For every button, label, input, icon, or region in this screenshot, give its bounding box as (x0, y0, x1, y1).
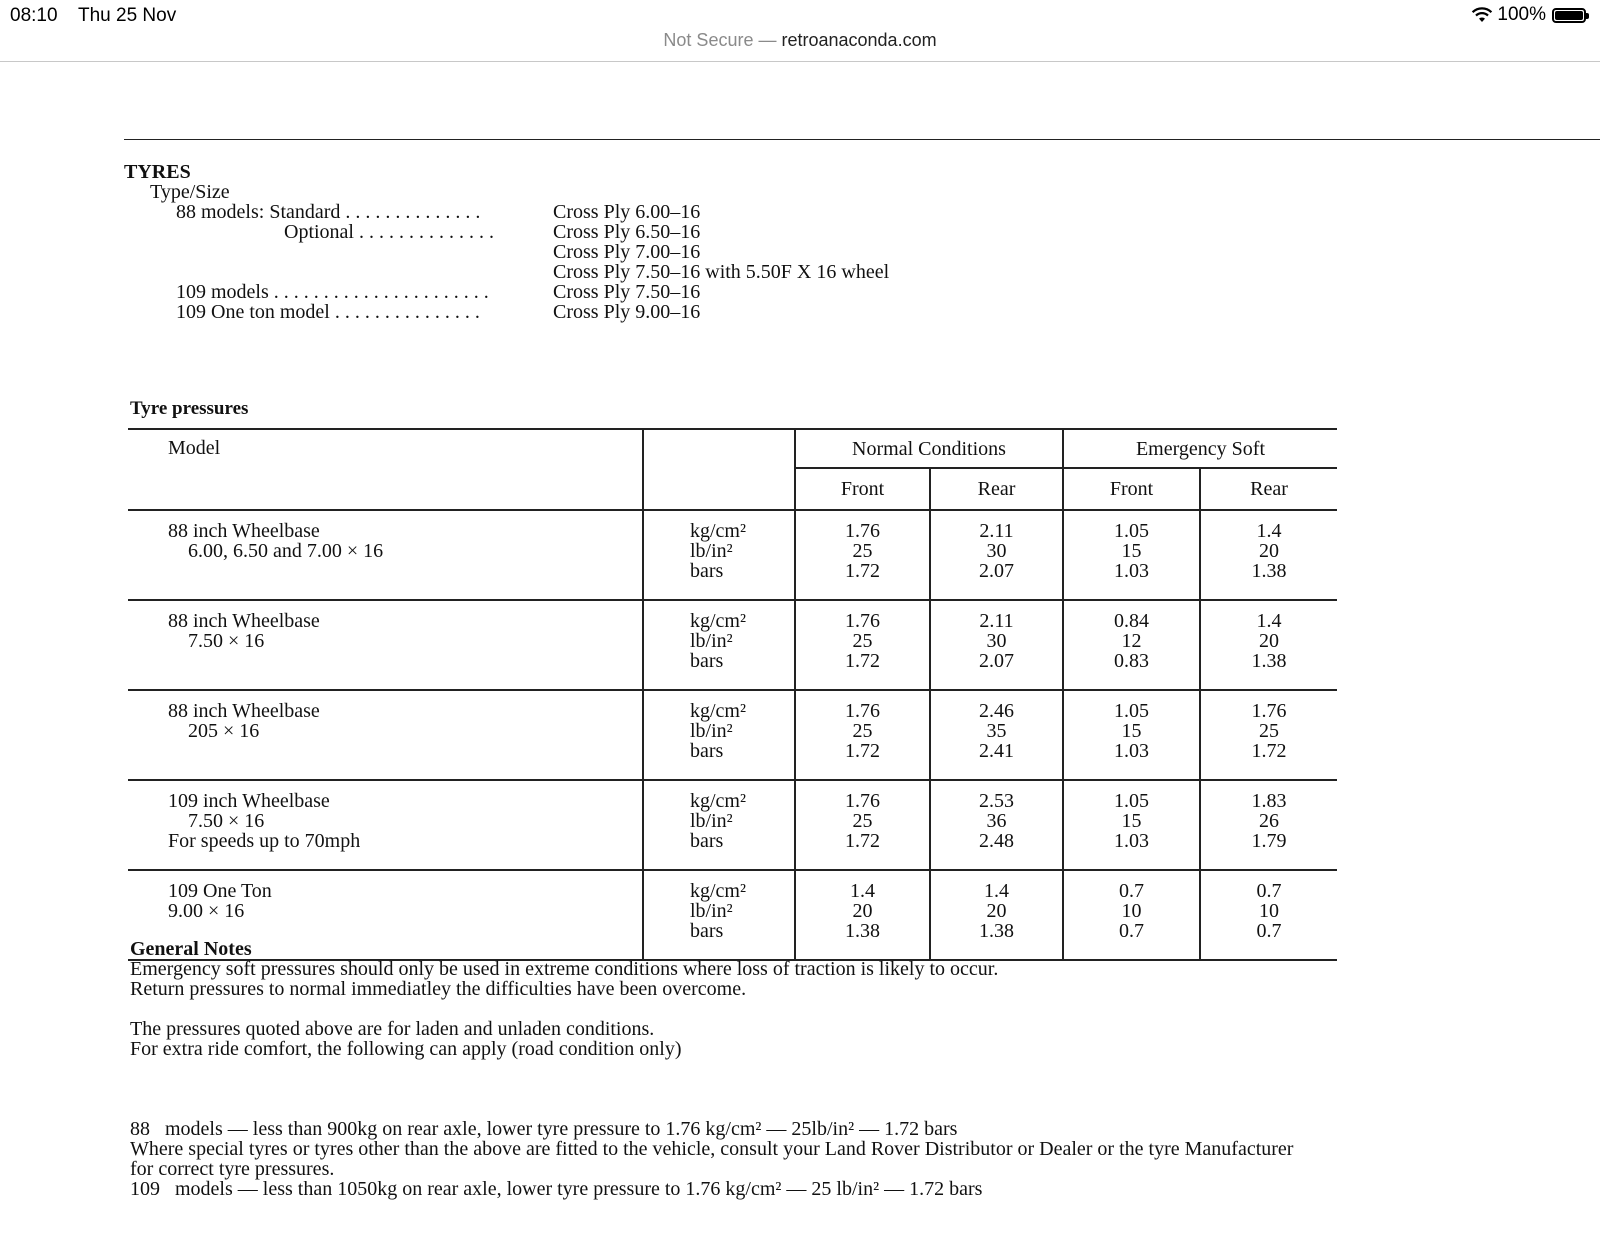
unit-cell (643, 510, 795, 600)
table-row (128, 690, 1337, 780)
unit-label: lb/in² (690, 540, 733, 562)
unit-label: kg/cm² (690, 880, 746, 902)
table-row (128, 510, 1337, 600)
model-name: 88 inch Wheelbase (168, 610, 320, 632)
value: 1.03 (1114, 740, 1149, 762)
note-line: Return pressures to normal immediatley the difficulties have been overcome. (130, 978, 747, 1000)
value: 1.4 (850, 880, 875, 902)
model-size: 6.00, 6.50 and 7.00 × 16 (188, 540, 384, 562)
value: 1.38 (1251, 560, 1287, 582)
value: 0.83 (1114, 650, 1149, 672)
value: 35 (986, 720, 1007, 742)
type-size-label: Type/Size (150, 181, 230, 203)
value: 1.76 (845, 790, 880, 812)
emergency-rear-cell (1200, 600, 1337, 690)
model-name: 109 One Ton (168, 880, 272, 902)
value: 25 (852, 540, 873, 562)
value: 1.76 (1251, 700, 1287, 722)
emergency-rear-header: Rear (1200, 468, 1337, 510)
value: 1.76 (845, 610, 880, 632)
normal-rear-cell (930, 690, 1063, 780)
model-cell (128, 780, 643, 870)
general-notes-heading: General Notes (130, 938, 252, 960)
emergency-front-header: Front (1063, 468, 1200, 510)
normal-rear-header: Rear (930, 468, 1063, 510)
unit-label: bars (690, 920, 724, 942)
normal-front-cell (795, 690, 930, 780)
value: 1.38 (979, 920, 1014, 942)
model-column-header: Model (128, 429, 643, 510)
table-row (128, 600, 1337, 690)
value: 15 (1121, 720, 1142, 742)
note-line: 88 models — less than 900kg on rear axle, lower tyre pressure to 1.76 kg/cm² — 25lb/in² — 1.72 bars (130, 1118, 958, 1140)
unit-label: bars (690, 560, 724, 582)
unit-label: lb/in² (690, 720, 733, 742)
value: 1.05 (1114, 520, 1149, 542)
value: 1.79 (1251, 830, 1287, 852)
normal-conditions-header: Normal Conditions (795, 429, 1063, 468)
value: 12 (1121, 630, 1142, 652)
value: 1.72 (845, 740, 880, 762)
value: 1.4 (1256, 520, 1282, 542)
url-bar[interactable] (0, 30, 1600, 51)
note-line: Where special tyres or tyres other than the above are fitted to the vehicle, consult your Land Rover Distributor or Dealer or the tyre Manufacturer (130, 1138, 1294, 1160)
note-line: Emergency soft pressures should only be used in extreme conditions where loss of traction is likely to occur. (130, 958, 999, 980)
value: 1.72 (1251, 740, 1287, 762)
status-right (1471, 4, 1586, 26)
value: 2.11 (979, 520, 1014, 542)
value: 1.72 (845, 830, 880, 852)
value: 1.76 (845, 520, 880, 542)
note-line: for correct tyre pressures. (130, 1158, 335, 1180)
spec-value: Cross Ply 6.00–16 (553, 201, 701, 223)
model-size: 9.00 × 16 (168, 900, 245, 922)
emergency-rear-cell (1200, 690, 1337, 780)
tyre-pressure-table (128, 428, 1337, 961)
emergency-front-cell (1063, 690, 1200, 780)
emergency-rear-cell (1200, 780, 1337, 870)
spec-value: Cross Ply 7.00–16 (553, 241, 701, 263)
domain-label: retroanaconda.com (781, 30, 937, 50)
unit-label: lb/in² (690, 630, 733, 652)
wifi-icon (1471, 7, 1493, 23)
battery-icon (1552, 8, 1586, 23)
unit-label: bars (690, 740, 724, 762)
top-rule (124, 139, 1600, 140)
emergency-front-cell (1063, 600, 1200, 690)
value: 1.4 (1256, 610, 1282, 632)
value: 10 (1121, 900, 1142, 922)
value: 25 (852, 630, 873, 652)
unit-label: bars (690, 650, 724, 672)
note-line: 109 models — less than 1050kg on rear axle, lower tyre pressure to 1.76 kg/cm² — 25 lb/in² — 1.72 bars (130, 1178, 983, 1200)
battery-percent: 100% (1497, 4, 1546, 25)
value: 36 (986, 810, 1007, 832)
unit-label: bars (690, 830, 724, 852)
spec-label: Optional . . . . . . . . . . . . . . (284, 221, 494, 243)
value: 1.38 (845, 920, 880, 942)
normal-front-cell (795, 600, 930, 690)
spec-label: 109 One ton model . . . . . . . . . . . . . . . (176, 301, 480, 323)
spec-label: 109 models . . . . . . . . . . . . . . . . . . . . . . (176, 281, 489, 303)
laden-notes (130, 1019, 1570, 1059)
value: 1.72 (845, 560, 880, 582)
value: 2.53 (979, 790, 1014, 812)
note-line: The pressures quoted above are for laden and unladen conditions. (130, 1018, 655, 1040)
url-separator: — (753, 30, 782, 50)
value: 0.7 (1256, 920, 1282, 942)
value: 15 (1121, 540, 1142, 562)
unit-label: kg/cm² (690, 520, 746, 542)
unit-label: kg/cm² (690, 610, 746, 632)
value: 30 (986, 540, 1007, 562)
value: 20 (986, 900, 1007, 922)
value: 1.4 (984, 880, 1009, 902)
document (0, 62, 1600, 1200)
value: 20 (852, 900, 873, 922)
value: 2.07 (979, 650, 1014, 672)
value: 25 (1259, 720, 1279, 742)
spec-value: Cross Ply 7.50–16 (553, 281, 701, 303)
model-size: 7.50 × 16 (188, 630, 265, 652)
model-name: 88 inch Wheelbase (168, 520, 320, 542)
spec-label: 88 models: Standard . . . . . . . . . . . . . . (176, 201, 481, 223)
unit-label: lb/in² (690, 810, 733, 832)
unit-cell (643, 600, 795, 690)
value: 1.03 (1114, 560, 1149, 582)
value: 1.76 (845, 700, 880, 722)
value: 2.11 (979, 610, 1014, 632)
spec-value: Cross Ply 9.00–16 (553, 301, 701, 323)
general-notes (130, 939, 1570, 999)
emergency-soft-header: Emergency Soft (1063, 429, 1337, 468)
model-cell (128, 510, 643, 600)
value: 2.07 (979, 560, 1014, 582)
emergency-rear-cell (1200, 510, 1337, 600)
normal-front-cell (795, 780, 930, 870)
value: 1.05 (1114, 790, 1149, 812)
value: 30 (986, 630, 1007, 652)
unit-label: kg/cm² (690, 790, 746, 812)
not-secure-label: Not Secure (663, 30, 754, 50)
emergency-front-cell (1063, 510, 1200, 600)
status-time: 08:10 (10, 5, 58, 26)
model-note: For speeds up to 70mph (168, 830, 361, 852)
value: 10 (1259, 900, 1279, 922)
value: 1.03 (1114, 830, 1149, 852)
unit-cell (643, 780, 795, 870)
normal-front-header: Front (795, 468, 930, 510)
note-line: For extra ride comfort, the following can apply (road condition only) (130, 1038, 682, 1060)
value: 25 (852, 720, 873, 742)
unit-label: kg/cm² (690, 700, 746, 722)
value: 2.48 (979, 830, 1014, 852)
tyre-pressures-heading: Tyre pressures (130, 398, 249, 419)
normal-front-cell (795, 510, 930, 600)
model-size: 205 × 16 (188, 720, 260, 742)
table-row (128, 780, 1337, 870)
emergency-front-cell (1063, 780, 1200, 870)
normal-rear-cell (930, 780, 1063, 870)
model-name: 88 inch Wheelbase (168, 700, 320, 722)
tyres-heading: TYRES (124, 161, 191, 183)
model-cell (128, 600, 643, 690)
unit-cell (643, 690, 795, 780)
value: 1.38 (1251, 650, 1287, 672)
normal-rear-cell (930, 510, 1063, 600)
spec-value: Cross Ply 6.50–16 (553, 221, 701, 243)
status-bar (0, 0, 1600, 30)
value: 0.7 (1119, 880, 1144, 902)
value: 0.7 (1119, 920, 1144, 942)
value: 26 (1259, 810, 1279, 832)
value: 0.84 (1114, 610, 1149, 632)
value: 20 (1259, 630, 1279, 652)
value: 2.46 (979, 700, 1014, 722)
value: 15 (1121, 810, 1142, 832)
normal-rear-cell (930, 600, 1063, 690)
status-date: Thu 25 Nov (78, 5, 177, 26)
model-name: 109 inch Wheelbase (168, 790, 330, 812)
unit-column-header (643, 429, 795, 510)
model-size: 7.50 × 16 (188, 810, 265, 832)
value: 0.7 (1256, 880, 1282, 902)
value: 2.41 (979, 740, 1014, 762)
value: 25 (852, 810, 873, 832)
special-tyres-note (130, 1139, 1570, 1179)
unit-label: lb/in² (690, 900, 733, 922)
model-cell (128, 690, 643, 780)
spec-value: Cross Ply 7.50–16 with 5.50F X 16 wheel (553, 261, 890, 283)
value: 1.83 (1251, 790, 1287, 812)
value: 1.05 (1114, 700, 1149, 722)
value: 20 (1259, 540, 1279, 562)
value: 1.72 (845, 650, 880, 672)
